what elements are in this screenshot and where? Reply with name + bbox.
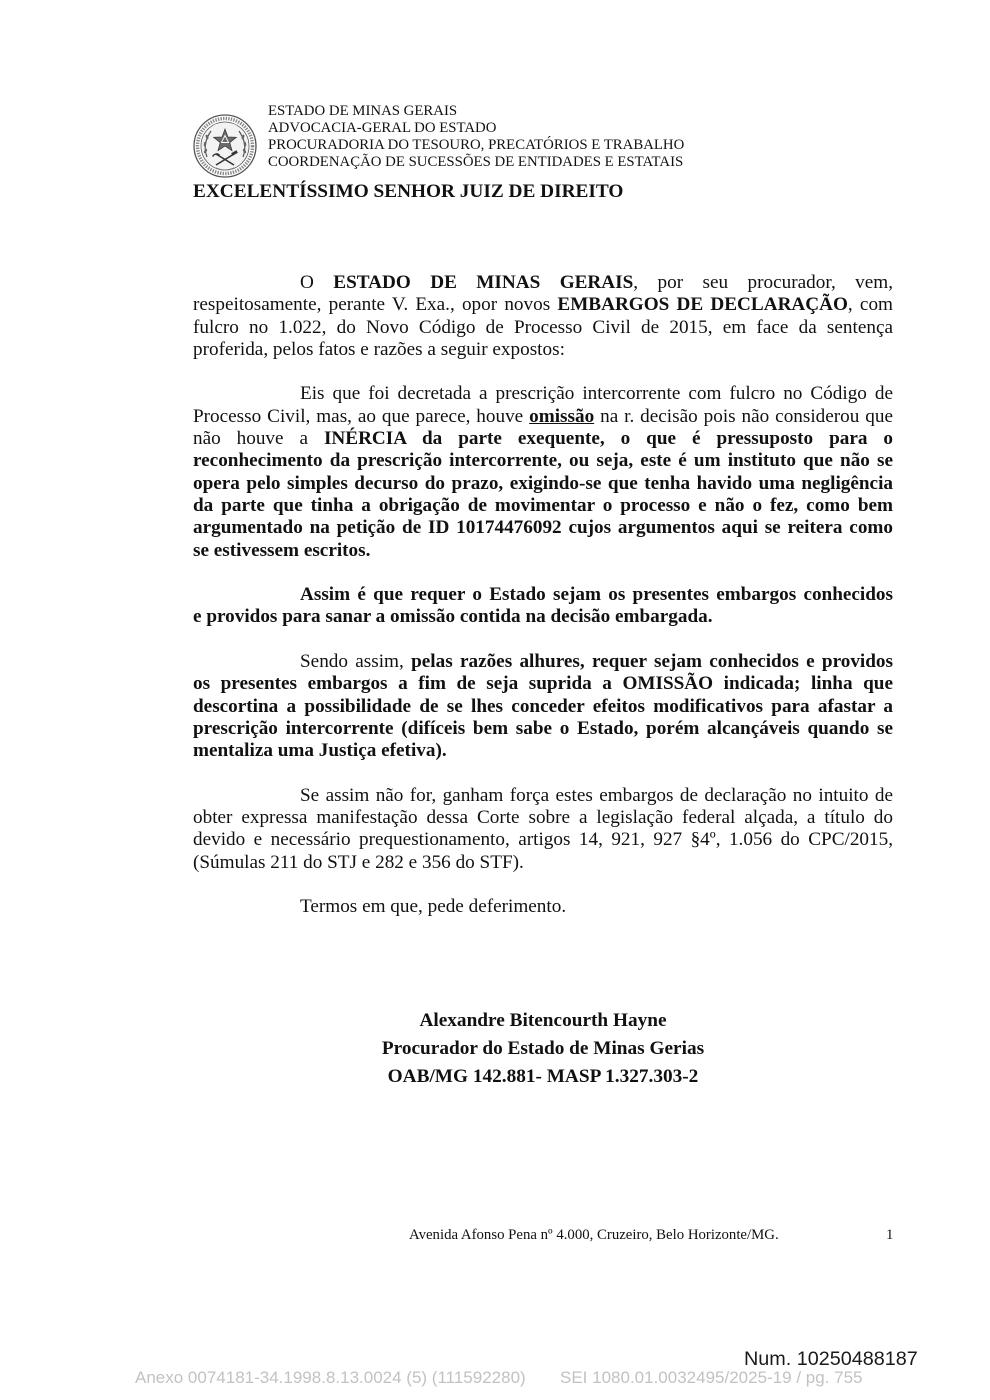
body-paragraph bbox=[193, 896, 893, 918]
text-line bbox=[193, 829, 893, 851]
text-line bbox=[193, 673, 893, 695]
bold-text: INÉRCIA da parte exequente, o que é pressuposto para o bbox=[323, 428, 893, 450]
bold-text: pelas razões alhures, requer sejam conhecidos e providos bbox=[411, 651, 893, 673]
document-number: Num. 10250488187 bbox=[744, 1348, 918, 1370]
text-line bbox=[193, 272, 893, 294]
text-run: na r. decisão pois não considerou que bbox=[594, 405, 894, 427]
emphasized-text: omissão bbox=[529, 405, 595, 427]
body-paragraph bbox=[193, 785, 893, 874]
text-line bbox=[193, 450, 893, 472]
body-paragraph bbox=[193, 272, 893, 361]
text-run: , com bbox=[847, 294, 893, 316]
text-line bbox=[193, 495, 893, 517]
body-paragraph bbox=[193, 651, 893, 762]
letterhead-line: ADVOCACIA-GERAL DO ESTADO bbox=[268, 120, 497, 136]
bold-text: e providos para sanar a omissão contida na decisão embargada. bbox=[193, 606, 713, 628]
bold-text: os presentes embargos a fim de seja suprida a OMISSÃO indicada; linha que bbox=[193, 673, 893, 695]
text-line bbox=[193, 696, 893, 718]
annex-reference: Anexo 0074181-34.1998.8.13.0024 (5) (111592280) bbox=[135, 1368, 526, 1387]
bold-text: EMBARGOS DE DECLARAÇÃO bbox=[557, 294, 848, 316]
text-line bbox=[193, 406, 893, 428]
text-run: Sendo assim, bbox=[300, 651, 412, 673]
bold-text: descortina a possibilidade de se lhes conceder efeitos modificativos para afastar a bbox=[193, 695, 893, 717]
text-run: , por seu procurador, vem, bbox=[633, 272, 894, 293]
text-run: Termos em que, pede deferimento. bbox=[300, 896, 567, 918]
text-run: devido e necessário prequestionamento, artigos 14, 921, 927 §4º, 1.056 do CPC/2015, bbox=[193, 829, 893, 851]
text-run: não houve a bbox=[193, 428, 324, 450]
bold-text: se estivessem escritos. bbox=[193, 539, 371, 561]
letterhead-line: PROCURADORIA DO TESOURO, PRECATÓRIOS E TRABALHO bbox=[268, 137, 685, 153]
petition-body bbox=[193, 272, 893, 941]
signature-block bbox=[293, 1007, 793, 1091]
text-run: (Súmulas 211 do STJ e 282 e 356 do STF). bbox=[193, 851, 524, 873]
footer-address: Avenida Afonso Pena nº 4.000, Cruzeiro, Belo Horizonte/MG. bbox=[409, 1227, 779, 1243]
text-line bbox=[193, 584, 893, 606]
bold-text: ESTADO DE MINAS GERAIS bbox=[333, 272, 634, 293]
coat-of-arms-icon bbox=[192, 113, 258, 179]
letterhead bbox=[268, 103, 684, 171]
text-line bbox=[193, 785, 893, 807]
text-run: obter expressa manifestação dessa Corte sobre a legislação federal alçada, a título do bbox=[193, 807, 893, 829]
letterhead-line: ESTADO DE MINAS GERAIS bbox=[268, 103, 458, 119]
page-number: 1 bbox=[886, 1227, 894, 1243]
text-line bbox=[193, 852, 893, 874]
bold-text: opera pelo simples decurso do prazo, exigindo-se que tenha havido uma negligência bbox=[193, 472, 893, 494]
text-line bbox=[193, 383, 893, 405]
text-line bbox=[193, 428, 893, 450]
text-line bbox=[193, 740, 893, 762]
text-run: O bbox=[300, 272, 334, 293]
text-run: respeitosamente, perante V. Exa., opor novos bbox=[193, 294, 558, 316]
text-run: fulcro no 1.022, do Novo Código de Processo Civil de 2015, em face da sentença bbox=[193, 316, 893, 338]
bold-text: argumentado na petição de ID 10174476092 cujos argumentos aqui se reitera como bbox=[193, 517, 893, 539]
text-line bbox=[193, 896, 893, 918]
bold-text: mentaliza uma Justiça efetiva). bbox=[193, 740, 447, 762]
signatory-registration: OAB/MG 142.881- MASP 1.327.303-2 bbox=[387, 1066, 699, 1087]
bold-text: Assim é que requer o Estado sejam os presentes embargos conhecidos bbox=[300, 584, 893, 606]
bold-text: reconhecimento da prescrição intercorrente, ou seja, este é um instituto que não se bbox=[193, 450, 893, 472]
letterhead-line: COORDENAÇÃO DE SUCESSÕES DE ENTIDADES E ESTATAIS bbox=[268, 154, 684, 170]
text-run: Se assim não for, ganham força estes embargos de declaração no intuito de bbox=[300, 784, 893, 806]
addressee-heading: EXCELENTÍSSIMO SENHOR JUIZ DE DIREITO bbox=[193, 181, 624, 202]
signatory-title: Procurador do Estado de Minas Gerias bbox=[381, 1038, 705, 1059]
bold-text: prescrição intercorrente (difíceis bem sabe o Estado, porém alcançáveis quando se bbox=[193, 717, 893, 739]
text-line bbox=[193, 606, 893, 628]
text-run: Processo Civil, mas, ao que parece, houve bbox=[193, 405, 530, 427]
text-run: Eis que foi decretada a prescrição intercorrente com fulcro no Código de bbox=[300, 383, 893, 405]
text-line bbox=[193, 718, 893, 740]
body-paragraph bbox=[193, 383, 893, 561]
text-line bbox=[193, 651, 893, 673]
signatory-name: Alexandre Bitencourth Hayne bbox=[419, 1010, 667, 1031]
text-line bbox=[193, 294, 893, 316]
text-line bbox=[193, 317, 893, 339]
sei-reference: SEI 1080.01.0032495/2025-19 / pg. 755 bbox=[560, 1368, 863, 1387]
text-line bbox=[193, 473, 893, 495]
body-paragraph bbox=[193, 584, 893, 629]
bold-text: da parte que tinha a obrigação de movimentar o processo e não o fez, como bem bbox=[193, 494, 893, 516]
text-line bbox=[193, 517, 893, 539]
text-line bbox=[193, 540, 893, 562]
text-line bbox=[193, 339, 893, 361]
text-run: proferida, pelos fatos e razões a seguir expostos: bbox=[193, 338, 565, 360]
text-line bbox=[193, 807, 893, 829]
